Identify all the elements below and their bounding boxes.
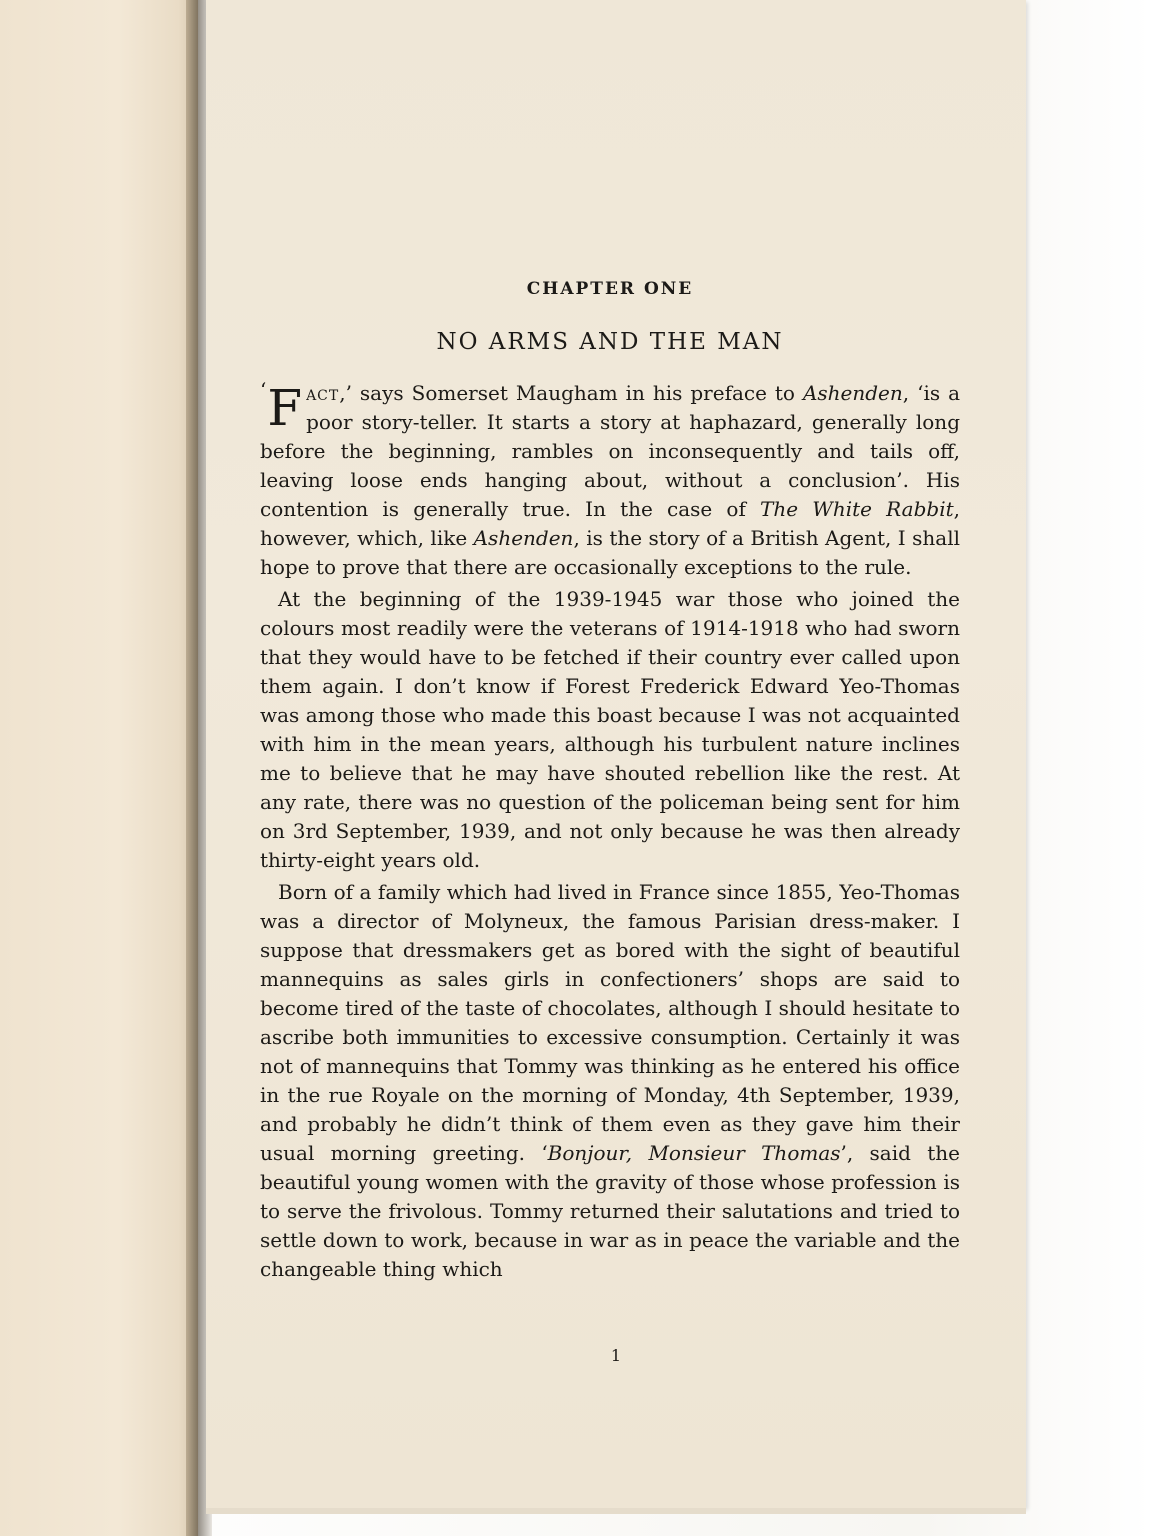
- paragraph-1-text: ,’ says Somerset Maugham in his preface to: [339, 381, 803, 405]
- italic-phrase: Bonjour, Monsieur Thomas: [547, 1141, 841, 1165]
- paragraph-1-text: , however, which, like: [260, 497, 960, 550]
- left-page: [0, 0, 198, 1536]
- italic-title: Ashenden: [473, 526, 574, 550]
- paragraph-3-text: Born of a family which had lived in France since 1855, Yeo-Thomas was a director of Molyneux, the famous Parisian dress-maker. I suppose that dressmakers get as bored with the sight of beautiful mannequins as sales girls in confectioners’ shops are said to become tired of the taste of chocolates, although I should hesitate to ascribe both immunities to excessive consumption. Certainly it was not of mannequins that Tommy was thinking as he entered his office in the rue Royale on the morning of Monday, 4th September, 1939, and probably he didn’t think of them even as they gave him their usual morning greeting. ‘: [260, 880, 960, 1165]
- italic-title: The White Rabbit: [760, 497, 954, 521]
- chapter-title: NO ARMS AND THE MAN: [436, 329, 784, 355]
- page-text: [260, 279, 960, 1284]
- chapter-label: CHAPTER ONE: [526, 279, 694, 299]
- page-edge: [206, 1508, 1026, 1514]
- page-number: 1: [610, 1346, 622, 1365]
- italic-title: Ashenden: [802, 381, 903, 405]
- paragraph-1-text: , is the story of a British Agent, I shall hope to prove that there are occasionally exceptions to the rule.: [260, 526, 960, 579]
- drop-cap: F: [267, 379, 303, 437]
- paragraph-3-text: ’, said the beautiful young women with the gravity of those whose profession is to serve the frivolous. Tommy returned their salutations and tried to settle down to work, because in war as in peace the variable and the changeable thing which: [260, 1141, 960, 1281]
- paragraph-3: [260, 878, 960, 1284]
- opening-quote: ‘: [260, 378, 267, 402]
- book-page: [206, 0, 1026, 1508]
- lead-in-smallcaps: act: [306, 381, 340, 405]
- paragraph-2: At the beginning of the 1939-1945 war those who joined the colours most readily were the veterans of 1914-1918 who had sworn that they would have to be fetched if their country ever called upon them again. I don’t know if Forest Frederick Edward Yeo-Thomas was among those who made this boast because I was not acquainted with him in the mean years, although his turbulent nature inclines me to believe that he may have shouted rebellion like the rest. At any rate, there was no question of the policeman being sent for him on 3rd September, 1939, and not only because he was then already thirty-eight years old.: [260, 587, 960, 872]
- paragraph-1-text: , ‘is a poor story-teller. It starts a story at haphazard, generally long before the beginning, rambles on inconsequently and tails off, leaving loose ends hanging about, without a conclusion’. His contention is generally true. In the case of: [260, 381, 961, 521]
- paragraph-1: [260, 379, 960, 582]
